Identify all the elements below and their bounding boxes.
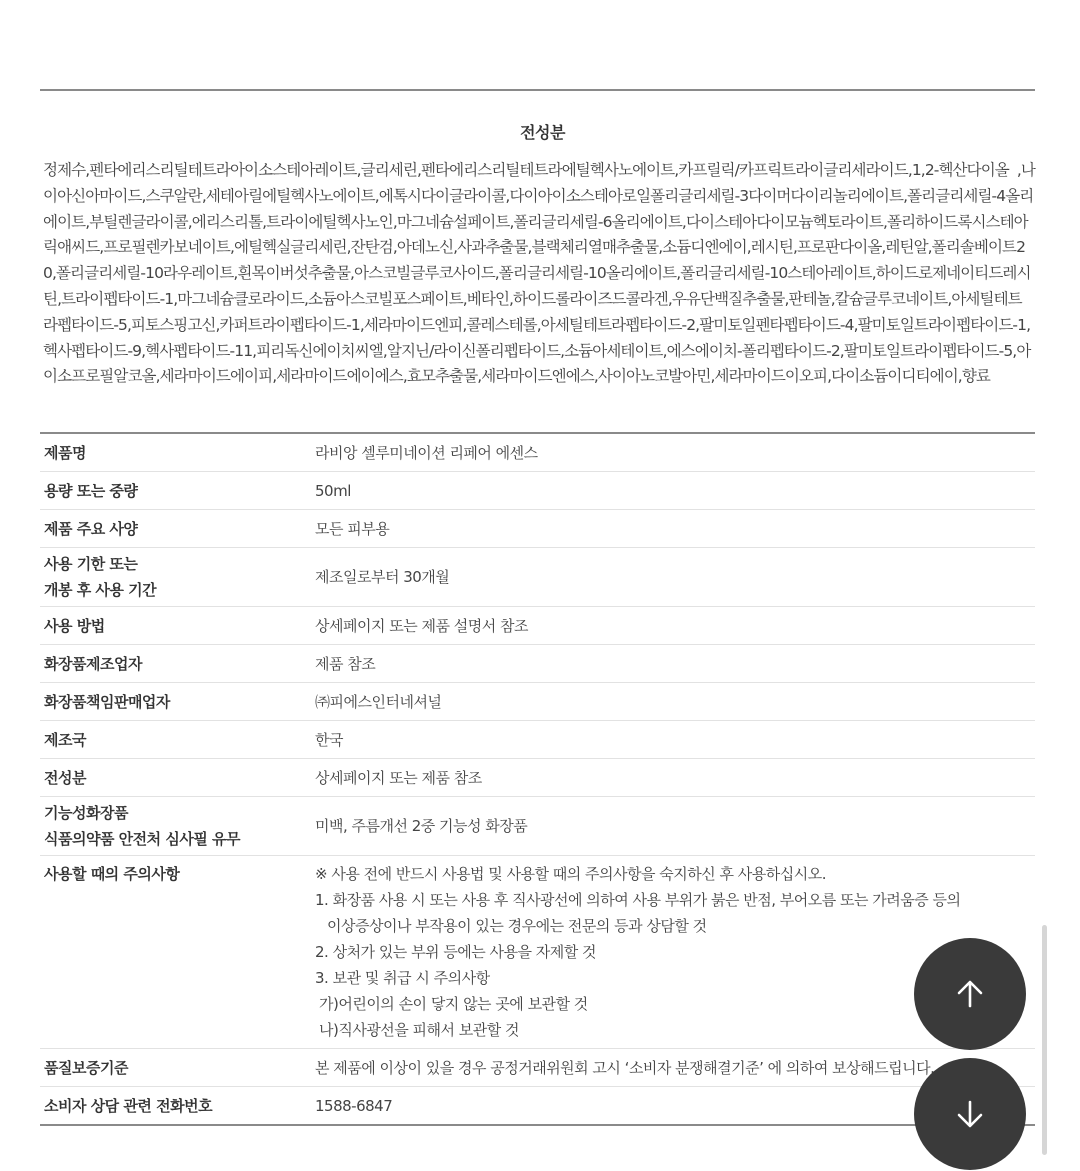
table-row (40, 548, 1035, 607)
row-label: 소비자 상담 관련 전화번호 (44, 1096, 213, 1115)
arrow-up-icon (955, 979, 985, 1009)
row-value: 제조일로부터 30개월 (311, 548, 1035, 607)
row-value: 상세페이지 또는 제품 설명서 참조 (311, 607, 1035, 645)
row-value: 한국 (311, 721, 1035, 759)
row-label: 용량 또는 중량 (40, 472, 311, 510)
row-label: 전성분 (40, 759, 311, 797)
table-row (40, 683, 1035, 721)
product-info-table (40, 432, 1035, 1126)
table-row (40, 759, 1035, 797)
precaution-line: 3. 보관 및 취급 시 주의사항 (315, 969, 490, 987)
row-label: 제조국 (40, 721, 311, 759)
row-label: 제품 주요 사양 (40, 510, 311, 548)
row-label: 화장품제조업자 (40, 645, 311, 683)
row-value: 50ml (311, 472, 1035, 510)
row-value: 모든 피부용 (311, 510, 1035, 548)
row-value: 라비앙 셀루미네이션 리페어 에센스 (311, 433, 1035, 472)
row-label-line: 개봉 후 사용 기간 (44, 581, 157, 599)
row-label: 사용 방법 (40, 607, 311, 645)
precaution-line: 이상증상이나 부작용이 있는 경우에는 전문의 등과 상담할 것 (327, 917, 707, 935)
table-row (40, 645, 1035, 683)
row-value: 상세페이지 또는 제품 참조 (311, 759, 1035, 797)
table-row (40, 1087, 1035, 1126)
row-value: 1588-6847 (315, 1096, 393, 1115)
precaution-line: 2. 상처가 있는 부위 등에는 사용을 자제할 것 (315, 943, 597, 961)
row-value: 본 제품에 이상이 있을 경우 공정거래위원회 고시 ‘소비자 분쟁해결기준’ 에 의하여 보상해드립니다. (311, 1049, 1035, 1087)
precaution-line: 나)직사광선을 피해서 보관할 것 (319, 1021, 520, 1039)
row-label: 품질보증기준 (40, 1049, 311, 1087)
table-row (40, 856, 1035, 1049)
table-row (40, 1049, 1035, 1087)
ingredients-title: 전성분 (520, 123, 565, 142)
row-label: 사용할 때의 주의사항 (40, 856, 311, 1049)
row-label: 제품명 (40, 433, 311, 472)
precaution-line: ※ 사용 전에 반드시 사용법 및 사용할 때의 주의사항을 숙지하신 후 사용하십시오. (315, 865, 826, 883)
row-value: ㈜피에스인터네셔널 (311, 683, 1035, 721)
section-divider (40, 89, 1035, 91)
row-label-line: 식품의약품 안전처 심사필 유무 (44, 830, 241, 848)
row-value: 제품 참조 (311, 645, 1035, 683)
row-value: 미백, 주름개선 2중 기능성 화장품 (311, 797, 1035, 856)
row-label: 화장품책임판매업자 (40, 683, 311, 721)
row-label-line: 기능성화장품 (44, 804, 128, 822)
arrow-down-icon (955, 1099, 985, 1129)
row-label (40, 797, 311, 856)
table-row (40, 510, 1035, 548)
scroll-to-bottom-button[interactable] (914, 1058, 1026, 1170)
table-row (40, 433, 1035, 472)
table-row (40, 721, 1035, 759)
ingredients-text: 정제수,펜타에리스리틸테트라아이소스테아레이트,글리세린,펜타에리스리틸테트라에틸헥사노에이트,카프릴릭/카프릭트라이글리세라이드,1,2-헥산다이올 ,나이아신아마이드,스쿠알란,세테아릴에틸헥사노에이트,에톡시다이글라이콜,다이아이소스테아로일폴리글리세릴-3다이머다이리놀리에이트,폴리글리세릴-4올리에이트,부틸렌글라이콜,에리스리톨,트라이에틸헥사노인,마그네슘설페이트,폴리글리세릴-6올리에이트,다이스테아다이모늄헥토라이트,폴리하이드록시스테아릭애씨드,프로필렌카보네이트,에틸헥실글리세린,잔탄검,아데노신,사과추출물,블랙체리열매추출물,소듐디엔에이,레시틴,프로판다이올,레틴알,폴리솔베이트20,폴리글리세릴-10라우레이트,흰목이버섯추출물,아스코빌글루코사이드,폴리글리세릴-10올리에이트,폴리글리세릴-10스테아레이트,하이드로제네이티드레시틴,트라이펩타이드-1,마그네슘클로라이드,소듐아스코빌포스페이트,베타인,하이드롤라이즈드콜라겐,우유단백질추출물,판테놀,칼슘글루코네이트,아세틸테트라펩타이드-5,피토스핑고신,카퍼트라이펩타이드-1,세라마이드엔피,콜레스테롤,아세틸테트라펩타이드-2,팔미토일펜타펩타이드-4,팔미토일트라이펩타이드-1,헥사펩타이드-9,헥사펩타이드-11,피리독신에이치씨엘,알지닌/라이신폴리펩타이드,소듐아세테이트,에스에이치-폴리펩타이드-2,팔미토일트라이펩타이드-5,아이소프로필알코올,세라마이드에이피,세라마이드에이에스,효모추출물,세라마이드엔에스,사이아노코발아민,세라마이드이오피,다이소듐이디티에이,향료 (43, 161, 1035, 386)
row-label-line: 사용 기한 또는 (44, 555, 138, 573)
row-label (40, 548, 311, 607)
precaution-line: 가)어린이의 손이 닿지 않는 곳에 보관할 것 (319, 995, 588, 1013)
table-row (40, 607, 1035, 645)
table-row (40, 472, 1035, 510)
precaution-line: 1. 화장품 사용 시 또는 사용 후 직사광선에 의하여 사용 부위가 붉은 반점, 부어오름 또는 가려움증 등의 (315, 891, 961, 909)
scroll-to-top-button[interactable] (914, 938, 1026, 1050)
table-row (40, 797, 1035, 856)
scrollbar-thumb[interactable] (1042, 925, 1047, 1155)
